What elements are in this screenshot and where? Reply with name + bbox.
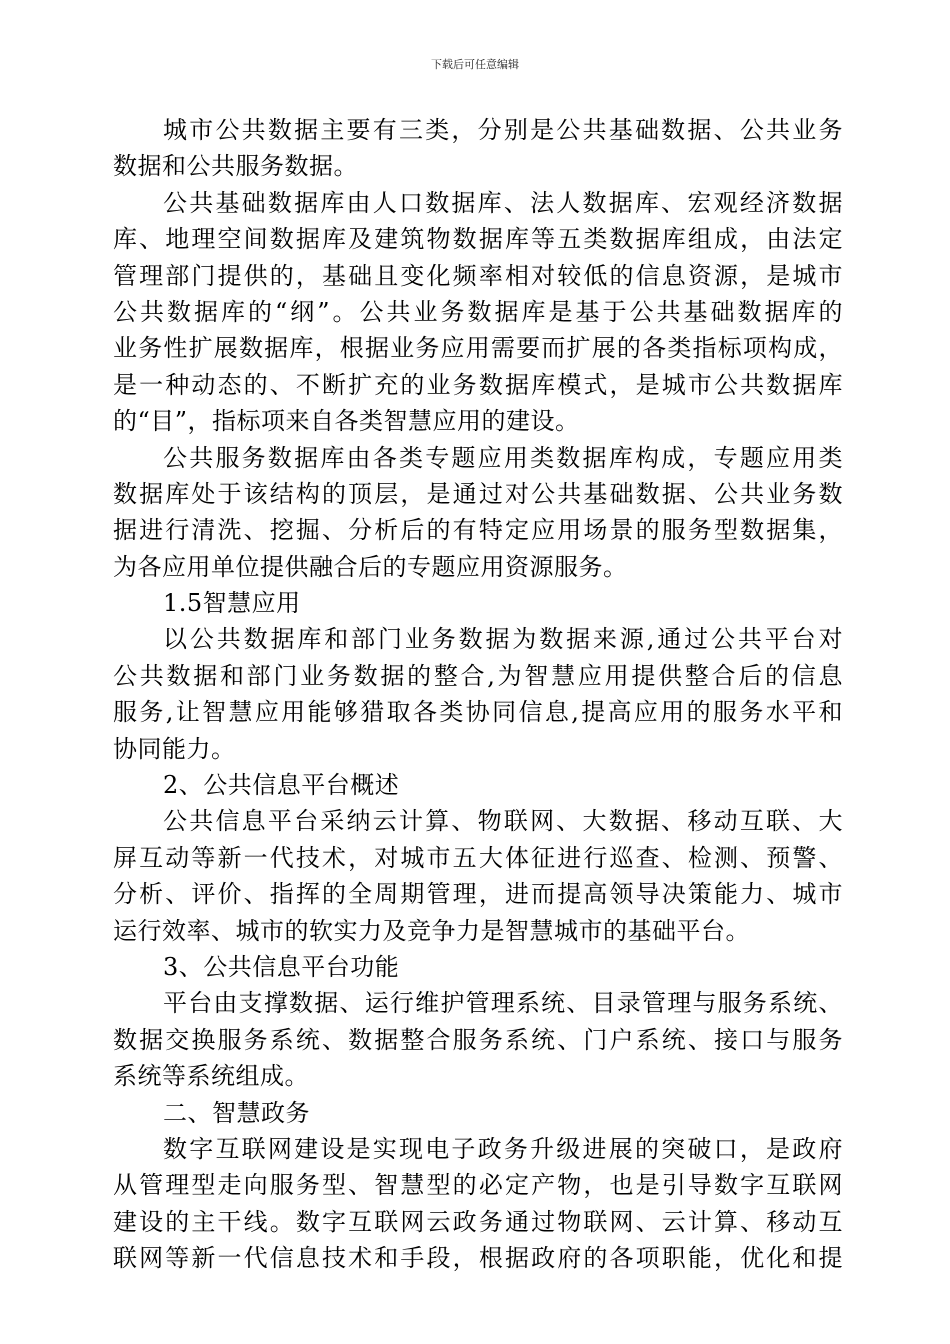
text-line: 的“目”，指标项来自各类智慧应用的建设。 (113, 407, 580, 436)
section-heading: 3、公共信息平台功能 (163, 952, 400, 981)
text-line: 从管理型走向服务型、智慧型的必定产物，也是引导数字互联网 (113, 1171, 843, 1200)
text-line: 联网等新一代信息技术和手段，根据政府的各项职能，优化和提 (113, 1244, 843, 1273)
text-line: 系统等系统组成。 (113, 1062, 309, 1091)
section-heading: 2、公共信息平台概述 (163, 771, 400, 800)
text-line: 数据库处于该结构的顶层，是通过对公共基础数据、公共业务数 (113, 479, 843, 508)
page-header-note: 下载后可任意编辑 (431, 58, 519, 71)
document-body (113, 112, 843, 1277)
text-line: 公共服务数据库由各类专题应用类数据库构成，专题应用类 (163, 443, 843, 472)
text-line: 分析、评价、指挥的全周期管理，进而提高领导决策能力、城市 (113, 880, 843, 909)
text-line: 建设的主干线。数字互联网云政务通过物联网、云计算、移动互 (113, 1207, 843, 1236)
text-line: 库、地理空间数据库及建筑物数据库等五类数据库组成，由法定 (113, 225, 843, 254)
text-line: 管理部门提供的，基础且变化频率相对较低的信息资源，是城市 (113, 261, 843, 290)
text-line: 协同能力。 (113, 734, 236, 763)
text-line: 数字互联网建设是实现电子政务升级进展的突破口，是政府 (163, 1134, 843, 1163)
text-line: 以公共数据库和部门业务数据为数据来源,通过公共平台对 (163, 625, 843, 654)
text-line: 公共信息平台采纳云计算、物联网、大数据、移动互联、大 (163, 807, 843, 836)
text-line: 业务性扩展数据库，根据业务应用需要而扩展的各类指标项构成， (113, 334, 843, 363)
text-line: 公共数据库的“纲”。公共业务数据库是基于公共基础数据库的 (113, 297, 843, 326)
text-line: 是一种动态的、不断扩充的业务数据库模式，是城市公共数据库 (113, 370, 843, 399)
text-line: 数据交换服务系统、数据整合服务系统、门户系统、接口与服务 (113, 1025, 843, 1054)
text-line: 屏互动等新一代技术，对城市五大体征进行巡查、检测、预警、 (113, 843, 843, 872)
text-line: 公共数据和部门业务数据的整合,为智慧应用提供整合后的信息 (113, 661, 843, 690)
text-line: 运行效率、城市的软实力及竞争力是智慧城市的基础平台。 (113, 916, 750, 945)
text-line: 为各应用单位提供融合后的专题应用资源服务。 (113, 552, 628, 581)
text-line: 公共基础数据库由人口数据库、法人数据库、宏观经济数据 (163, 188, 843, 217)
text-line: 平台由支撑数据、运行维护管理系统、目录管理与服务系统、 (163, 989, 843, 1018)
section-heading: 二、智慧政务 (163, 1098, 310, 1127)
section-heading: 1.5智慧应用 (163, 589, 301, 618)
text-line: 数据和公共服务数据。 (113, 152, 358, 181)
text-line: 服务,让智慧应用能够猎取各类协同信息,提高应用的服务水平和 (113, 698, 843, 727)
text-line: 据进行清洗、挖掘、分析后的有特定应用场景的服务型数据集， (113, 516, 843, 545)
text-line: 城市公共数据主要有三类，分别是公共基础数据、公共业务 (163, 116, 843, 144)
